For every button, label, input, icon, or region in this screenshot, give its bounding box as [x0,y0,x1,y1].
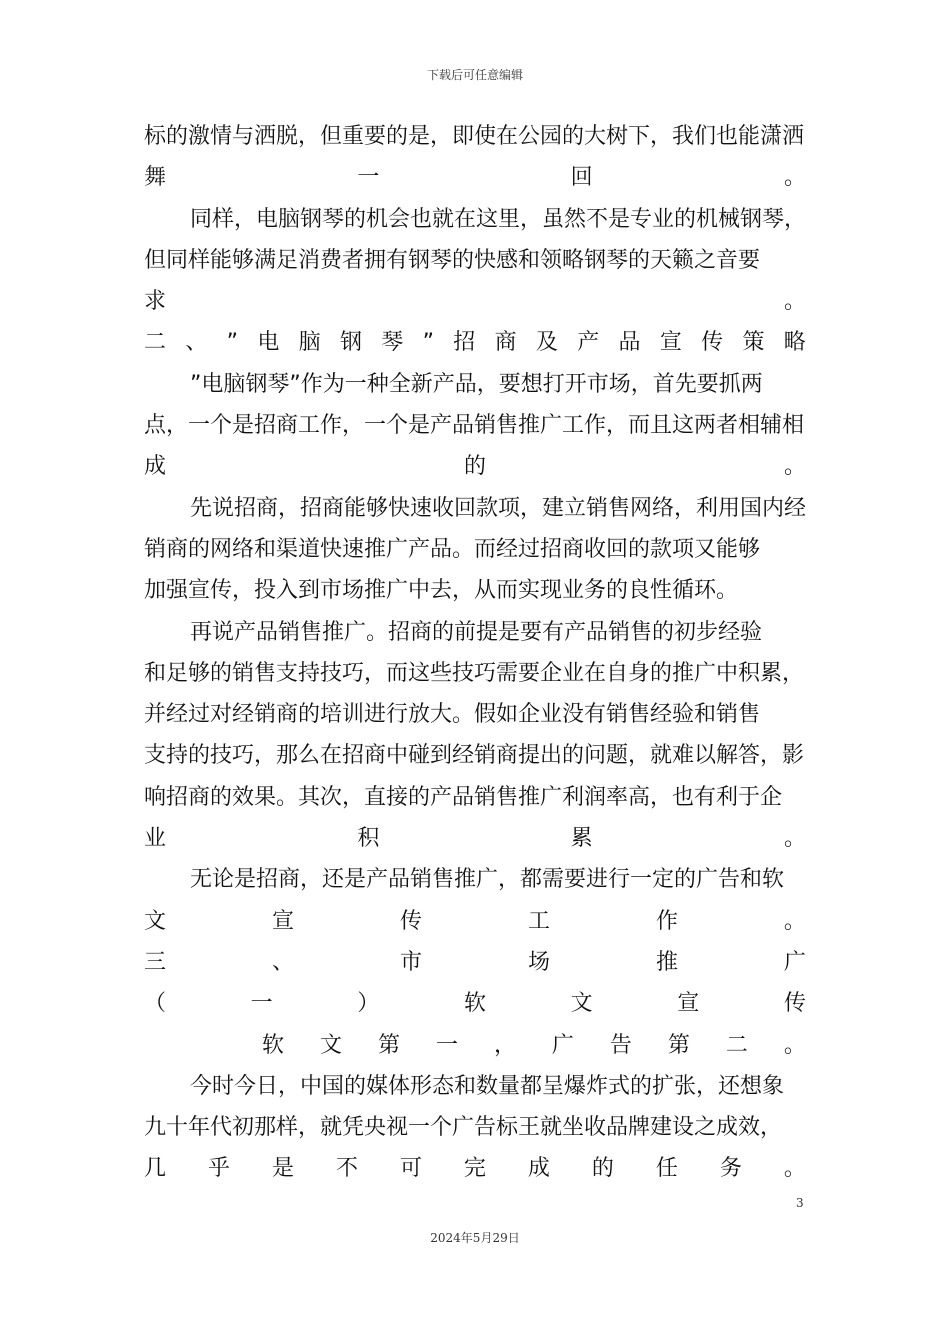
text-line [144,942,806,983]
spread-char: 广 [783,949,806,975]
spread-char: 。 [783,454,806,480]
text-line [144,1148,806,1189]
spread-char: ， [493,1032,516,1058]
text-line: 标的激情与洒脱，但重要的是，即使在公园的大树下，我们也能潇洒 [144,124,805,149]
text-line [144,818,806,859]
spread-char: 一 [357,165,380,191]
spread-char: 软 [463,991,486,1017]
text-line: 点，一个是招商工作，一个是产品销售推广工作，而且这两者相辅相 [144,413,805,439]
text-line [144,1025,806,1066]
spread-char: 。 [783,289,806,315]
spread-char: 宣 [271,908,294,934]
text-line [144,322,806,363]
spread-char: 第 [667,1032,690,1058]
text-line: ”电脑钢琴”作为一种全新产品，要想打开市场，首先要抓两 [190,371,763,397]
text-line: 并经过对经销商的培训进行放大。假如企业没有销售经验和销售 [144,702,761,728]
spread-char: 脑 [298,330,321,356]
spread-char: ） [357,991,380,1017]
text-line: 和足够的销售支持技巧，而这些技巧需要企业在自身的推广中积累， [144,660,805,686]
text-line [144,983,806,1024]
spread-char: 、 [185,330,208,356]
spread-char: 积 [357,826,380,852]
spread-char: 二 [144,330,167,356]
spread-char: 文 [570,991,593,1017]
spread-char: 及 [535,330,558,356]
spread-char: 推 [655,949,678,975]
spread-char: 广 [551,1032,574,1058]
spread-char: 作 [655,908,678,934]
spread-char: 告 [609,1032,632,1058]
spread-char: 琴 [381,330,404,356]
spread-char: 品 [618,330,641,356]
spread-char: 一 [435,1032,458,1058]
spread-char: 务 [719,1156,742,1182]
text-line: 再说产品销售推广。招商的前提是要有产品销售的初步经验 [190,619,763,645]
spread-char: 传 [399,908,422,934]
text-line: 销商的网络和渠道快速推广产品。而经过招商收回的款项又能够 [144,536,761,562]
text-line: 加强宣传，投入到市场推广中去，从而实现业务的良性循环。 [144,578,739,604]
spread-char: 宣 [677,991,700,1017]
text-line [144,157,806,198]
spread-char: 回 [570,165,593,191]
spread-char: 电 [257,330,280,356]
spread-char: ” [422,330,434,356]
spread-char: 传 [783,991,806,1017]
spread-char: 第 [377,1032,400,1058]
spread-char: 成 [527,1156,550,1182]
spread-char: 。 [783,1032,806,1058]
text-line: 响招商的效果。其次，直接的产品销售推广利润率高，也有利于企 [144,784,783,810]
spread-char: 策 [742,330,765,356]
spread-char: 乎 [207,1156,230,1182]
document-body [144,116,806,1190]
spread-char: 的 [591,1156,614,1182]
spread-char: 。 [783,908,806,934]
spread-char: 招 [453,330,476,356]
spread-char: 二 [725,1032,748,1058]
text-line: 但同样能够满足消费者拥有钢琴的快感和领略钢琴的天籁之音要 [144,247,761,273]
text-line [144,901,806,942]
spread-char: 略 [783,330,806,356]
spread-char: 场 [527,949,550,975]
spread-char: 产 [577,330,600,356]
text-line: 今时今日，中国的媒体形态和数量都呈爆炸式的扩张，还想象 [190,1073,785,1099]
spread-char: 成 [144,454,167,480]
text-line [144,446,806,487]
spread-char: 市 [399,949,422,975]
spread-char: 。 [783,165,806,191]
spread-char: ” [226,330,239,356]
spread-char: 一 [250,991,273,1017]
page-number: 3 [796,1196,804,1210]
text-line: 支持的技巧，那么在招商中碰到经销商提出的问题，就难以解答，影 [144,743,805,769]
spread-char: 业 [144,826,167,852]
spread-char: 不 [335,1156,358,1182]
spread-char: 文 [319,1032,342,1058]
spread-char: 三 [144,949,167,975]
text-line: 九十年代初那样，就凭央视一个广告标王就坐收品牌建设之成效， [144,1115,783,1141]
spread-char: 工 [527,908,550,934]
text-line [144,281,806,322]
text-line: 同样，电脑钢琴的机会也就在这里，虽然不是专业的机械钢琴， [190,206,806,232]
spread-char: 宣 [659,330,682,356]
spread-char: 、 [271,949,294,975]
spread-char: 钢 [339,330,362,356]
spread-char: 的 [463,454,486,480]
page-header: 下载后可任意编辑 [426,68,523,82]
spread-char: 求 [144,289,167,315]
spread-char: 。 [783,1156,806,1182]
spread-char: 几 [144,1156,167,1182]
text-line: 无论是招商，还是产品销售推广，都需要进行一定的广告和软 [190,867,785,893]
spread-char: 累 [570,826,593,852]
spread-char: 完 [463,1156,486,1182]
spread-char: 传 [701,330,724,356]
spread-char: 任 [655,1156,678,1182]
spread-char: 。 [783,826,806,852]
page-footer-date: 2024年5月29日 [430,1231,520,1245]
spread-char: 软 [262,1032,285,1058]
text-line: 先说招商，招商能够快速收回款项，建立销售网络，利用国内经 [190,495,806,521]
spread-char: 商 [494,330,517,356]
spread-char: 可 [399,1156,422,1182]
spread-char: 文 [144,908,167,934]
spread-char: （ [144,991,167,1017]
spread-char: 是 [271,1156,294,1182]
spread-char: 舞 [144,165,167,191]
